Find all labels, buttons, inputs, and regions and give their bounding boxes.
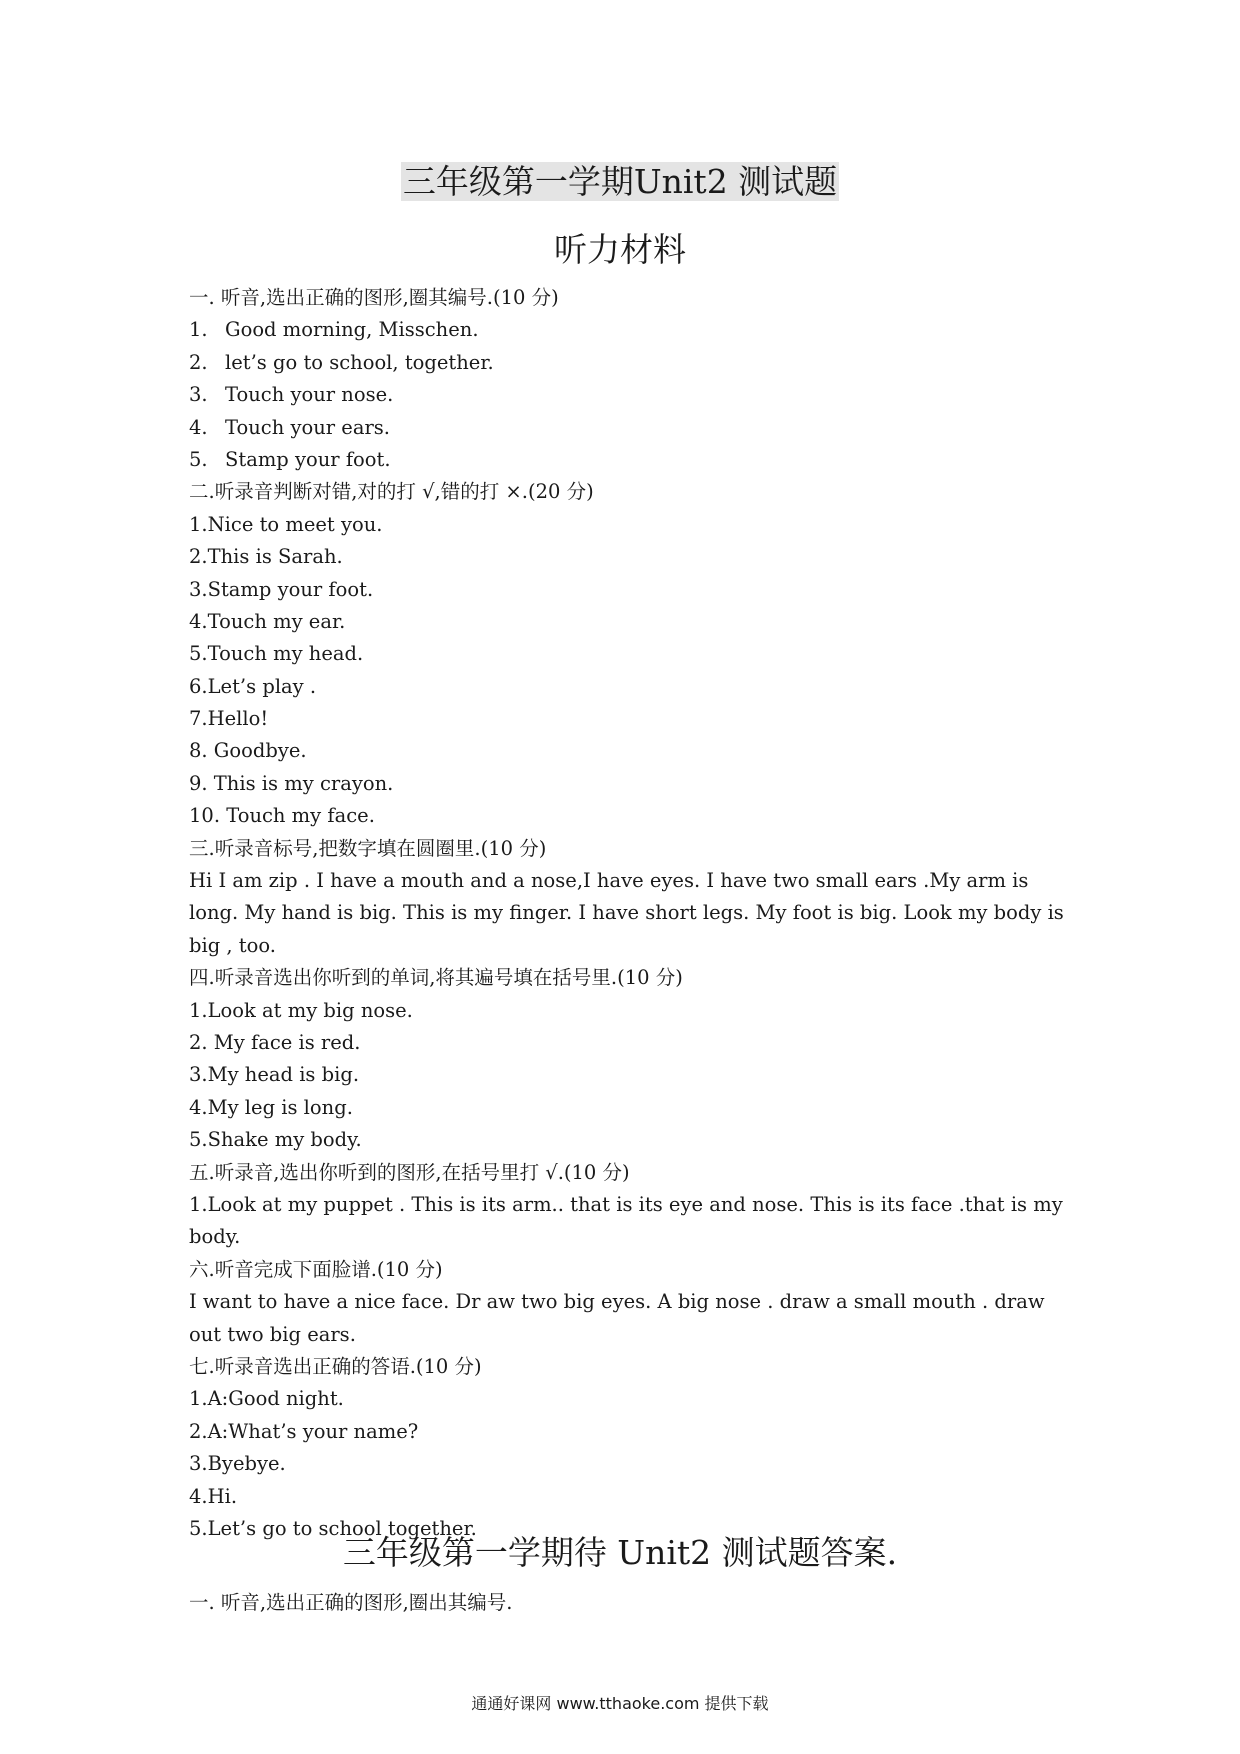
section-3-text: Hi I am zip . I have a mouth and a nose,I have eyes. I have two small ears .My arm is long. My hand is big. This is my finger. I have short legs. My foot is big. Look my body is big , too. — [189, 869, 1064, 957]
list-item: 5.Shake my body. — [189, 1128, 362, 1152]
list-item: 4. Touch your ears. — [189, 415, 390, 439]
list-item: 1.Look at my big nose. — [189, 998, 413, 1022]
section-6-heading: 六.听音完成下面脸谱.(10 分) — [189, 1257, 443, 1281]
list-item: 6.Let’s play . — [189, 674, 317, 698]
answer-section-1-heading: 一. 听音,选出正确的图形,圈出其编号. — [189, 1591, 513, 1614]
list-item: 3.Byebye. — [189, 1452, 286, 1476]
section-1-heading: 一. 听音,选出正确的图形,圈其编号.(10 分) — [189, 286, 559, 309]
list-item: 2.A:What’s your name? — [189, 1419, 419, 1443]
answer-title: 三年级第一学期待 Unit2 测试题答案. — [342, 1533, 898, 1572]
page-title-text: 三年级第一学期Unit2 测试题 — [402, 162, 838, 201]
list-item: 8. Goodbye. — [189, 739, 307, 763]
section-3-heading: 三.听录音标号,把数字填在圆圈里.(10 分) — [189, 836, 547, 860]
section-2-heading: 二.听录音判断对错,对的打 √,错的打 ×.(20 分) — [189, 480, 594, 504]
list-item: 5.Touch my head. — [189, 642, 364, 666]
list-item: 4.Touch my ear. — [189, 609, 346, 633]
page-title — [0, 160, 1240, 204]
section-5-heading: 五.听录音,选出你听到的图形,在括号里打 √.(10 分) — [189, 1160, 630, 1184]
list-item: 2.This is Sarah. — [189, 545, 343, 569]
list-item: 3.Stamp your foot. — [189, 577, 374, 601]
section-5-text: 1.Look at my puppet . This is its arm.. that is its eye and nose. This is its face .that is my body. — [189, 1192, 1063, 1249]
section-7-heading: 七.听录音选出正确的答语.(10 分) — [189, 1355, 482, 1378]
listening-material — [189, 282, 1069, 1545]
page-footer: 通通好课网 www.tthaoke.com 提供下载 — [471, 1694, 769, 1713]
list-item: 1.Nice to meet you. — [189, 512, 383, 536]
section-4-heading: 四.听录音选出你听到的单词,将其遍号填在括号里.(10 分) — [189, 966, 683, 990]
list-item: 4.My leg is long. — [189, 1095, 353, 1119]
list-item: 1.A:Good night. — [189, 1387, 344, 1411]
list-item: 3. Touch your nose. — [189, 383, 394, 407]
list-item: 5.Let’s go to school together. — [189, 1516, 477, 1540]
list-item: 1. Good morning, Misschen. — [189, 318, 479, 342]
list-item: 7.Hello! — [189, 707, 269, 731]
list-item: 3.My head is big. — [189, 1063, 360, 1087]
list-item: 4.Hi. — [189, 1484, 238, 1508]
section-6-text: I want to have a nice face. Dr aw two big eyes. A big nose . draw a small mouth . draw out two big ears. — [189, 1290, 1045, 1346]
section-1-list — [189, 314, 1069, 476]
list-item: 2. let’s go to school, together. — [189, 350, 494, 374]
page-subtitle: 听力材料 — [554, 230, 686, 269]
list-item: 2. My face is red. — [189, 1031, 361, 1055]
list-item: 9. This is my crayon. — [189, 771, 394, 795]
list-item: 10. Touch my face. — [189, 804, 375, 828]
list-item: 5. Stamp your foot. — [189, 447, 391, 471]
